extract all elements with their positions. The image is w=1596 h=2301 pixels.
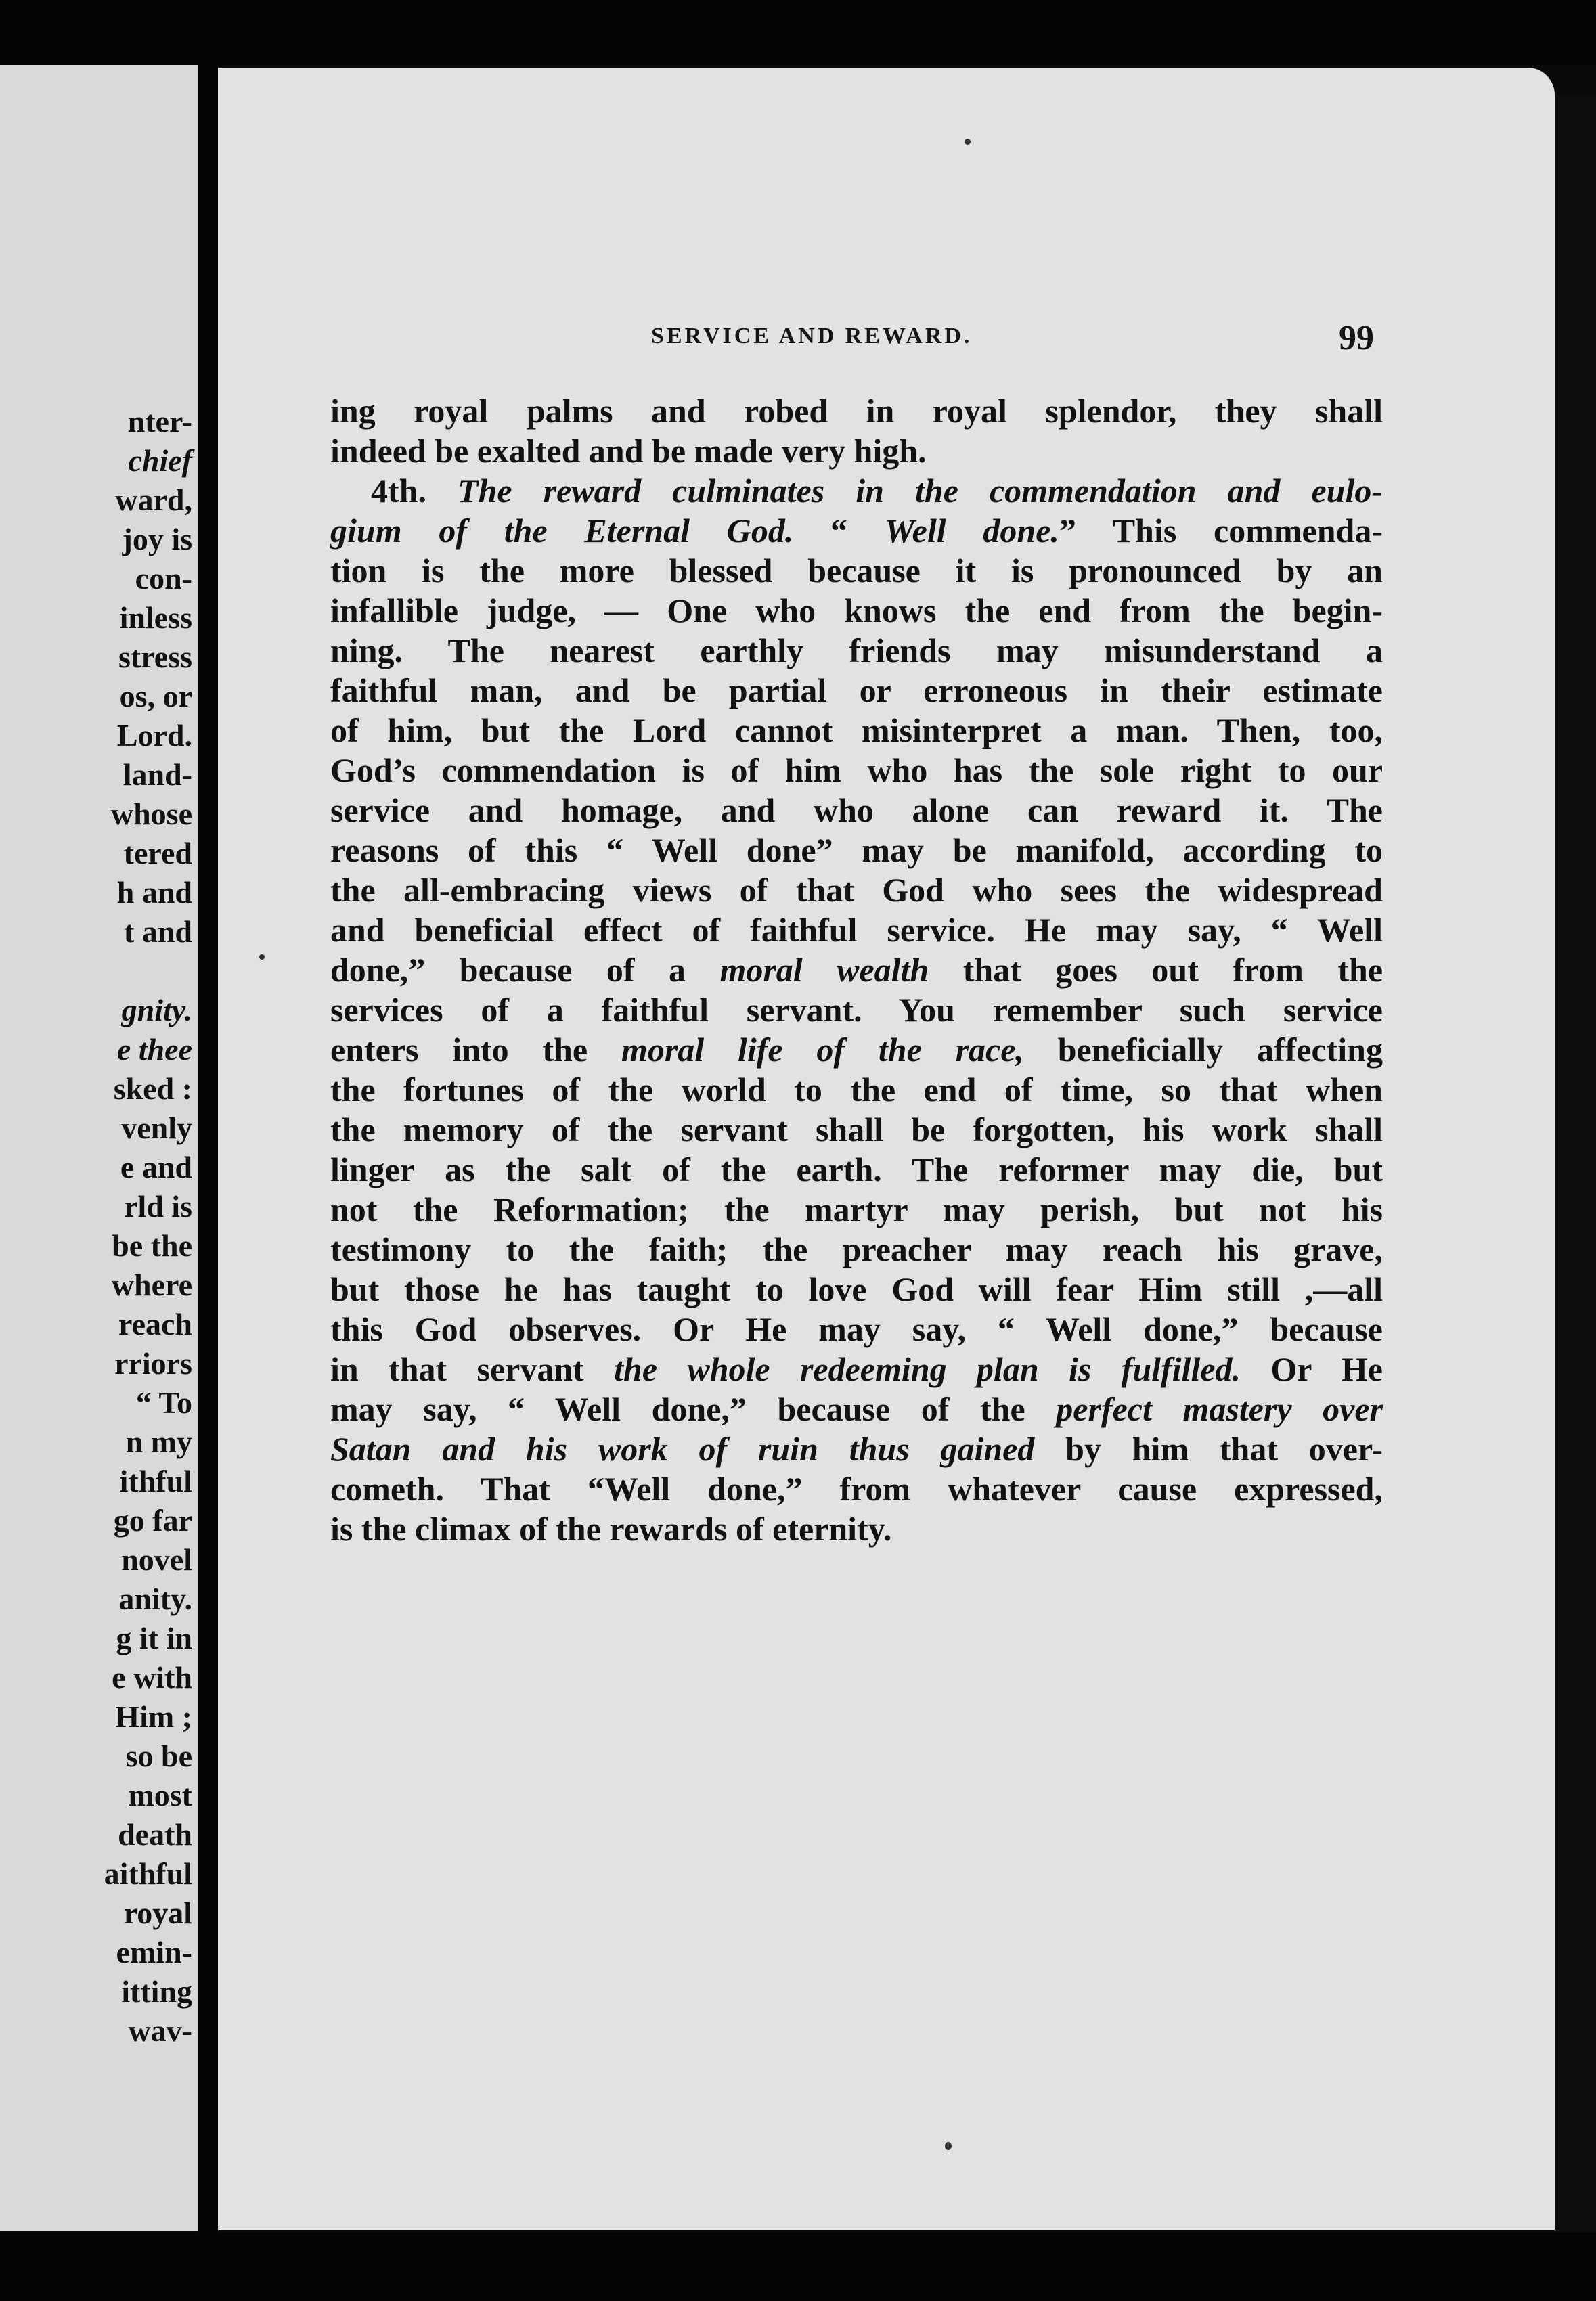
film-border-top — [0, 0, 1596, 65]
text-line — [330, 1349, 1383, 1389]
paper-speck — [259, 954, 265, 960]
text-line — [330, 431, 1383, 471]
facing-page-line: “ To — [135, 1385, 192, 1420]
facing-page-line: where — [111, 1268, 192, 1302]
text-line — [330, 1190, 1383, 1230]
text-line — [330, 471, 1383, 511]
facing-page-line: be the — [112, 1228, 192, 1263]
text-segment: Or He — [1241, 1350, 1383, 1388]
text-line — [330, 1509, 1383, 1549]
italic-text: moral life of the race, — [621, 1031, 1024, 1069]
facing-page-line: joy is — [122, 522, 192, 556]
italic-text: moral wealth — [719, 951, 929, 989]
paper-speck — [945, 2142, 952, 2150]
text-segment: this God observes. Or He may say, “ Well done,” because — [330, 1310, 1383, 1348]
text-segment: may say, “ Well done,” because of the — [330, 1390, 1057, 1428]
text-line — [330, 1110, 1383, 1150]
facing-page-line: n my — [125, 1425, 192, 1459]
facing-page-line: g it in — [116, 1621, 192, 1655]
text-line — [330, 1150, 1383, 1190]
text-line — [330, 511, 1383, 551]
facing-page-line — [0, 952, 192, 991]
text-segment: of him, but the Lord cannot misinterpret a man. Then, too, — [330, 711, 1383, 749]
film-border-bottom — [0, 2232, 1596, 2301]
facing-page-text — [0, 402, 192, 2051]
italic-text: perfect mastery over — [1056, 1390, 1383, 1428]
facing-page-line: emin- — [116, 1935, 192, 1969]
facing-page-line: wav- — [128, 2013, 192, 2048]
facing-page-line: Him ; — [115, 1699, 192, 1734]
text-segment: testimony to the faith; the preacher may reach his grave, — [330, 1230, 1383, 1268]
text-line — [330, 1230, 1383, 1270]
body-text — [330, 391, 1383, 1549]
text-segment: enters into the — [330, 1031, 621, 1069]
facing-page-line: whose — [110, 797, 192, 831]
facing-page-line: aithful — [104, 1856, 192, 1891]
text-line — [330, 391, 1383, 431]
facing-page-line: ithful — [119, 1464, 192, 1498]
text-line — [330, 1429, 1383, 1469]
facing-page-line: tered — [123, 836, 192, 870]
text-segment: services of a faithful servant. You remember such service — [330, 991, 1383, 1029]
text-segment: done,” because of a — [330, 951, 720, 989]
running-head: SERVICE AND REWARD. — [651, 323, 973, 349]
facing-page-line: rld is — [124, 1189, 192, 1224]
text-line — [330, 1070, 1383, 1110]
facing-page-line: so be — [125, 1739, 192, 1773]
facing-page-line: death — [118, 1817, 192, 1852]
text-segment: service and homage, and who alone can reward it. The — [330, 791, 1383, 829]
text-segment: beneficially affecting — [1023, 1031, 1383, 1069]
text-line — [330, 591, 1383, 631]
text-segment: the memory of the servant shall be forgotten, his work shall — [330, 1111, 1383, 1148]
page-number: 99 — [1339, 319, 1374, 357]
text-line — [330, 551, 1383, 591]
text-segment: God’s commendation is of him who has the sole right to our — [330, 751, 1383, 789]
text-segment: by him that over- — [1034, 1430, 1383, 1468]
facing-page-line: stress — [118, 640, 192, 674]
text-segment: indeed be exalted and be made very high. — [330, 432, 927, 470]
page-header — [433, 318, 1374, 359]
text-segment: the fortunes of the world to the end of time, so that when — [330, 1071, 1383, 1109]
italic-text: Well done. — [884, 512, 1059, 550]
facing-page-line: con- — [135, 561, 192, 596]
facing-page-line: anity. — [118, 1582, 192, 1616]
text-segment: linger as the salt of the earth. The reformer may die, but — [330, 1150, 1383, 1188]
text-line — [330, 1310, 1383, 1349]
facing-page-line: e thee — [116, 1032, 192, 1067]
text-segment: 4th. — [371, 472, 458, 510]
facing-page-line: h and — [116, 875, 192, 910]
text-line — [330, 631, 1383, 671]
paper-speck — [965, 139, 971, 145]
text-line — [330, 950, 1383, 990]
facing-page-line: go far — [113, 1503, 192, 1538]
text-line — [330, 870, 1383, 910]
facing-page-line: reach — [118, 1307, 192, 1341]
facing-page-line: sked : — [113, 1071, 192, 1106]
text-segment: infallible judge, — One who knows the end from the begin- — [330, 591, 1383, 629]
text-segment: that goes out from the — [929, 951, 1383, 989]
text-segment: and beneficial effect of faithful service. He may say, “ Well — [330, 911, 1383, 949]
text-segment: ning. The nearest earthly friends may misunderstand a — [330, 631, 1383, 669]
text-segment: the all-embracing views of that God who sees the widespread — [330, 871, 1383, 909]
text-line — [330, 711, 1383, 751]
text-segment: reasons of this “ Well done” may be manifold, according to — [330, 831, 1383, 869]
text-line — [330, 1030, 1383, 1070]
text-line — [330, 751, 1383, 790]
italic-text: The reward culminates in the commendation and eulo- — [458, 472, 1383, 510]
facing-page-line: inless — [119, 600, 192, 635]
facing-page-line: novel — [121, 1542, 192, 1577]
text-segment: but those he has taught to love God will fear Him still ,—all — [330, 1270, 1383, 1308]
facing-page-line: ward, — [115, 483, 192, 517]
text-segment: tion is the more blessed because it is pronounced by an — [330, 552, 1383, 589]
text-line — [330, 910, 1383, 950]
text-segment: “ — [793, 512, 885, 550]
facing-page-line: nter- — [127, 404, 192, 439]
facing-page-fragment — [0, 65, 198, 2231]
italic-text: gium of the Eternal God. — [330, 512, 794, 550]
page-edge-shadow — [1555, 95, 1596, 2233]
facing-page-line: royal — [123, 1896, 192, 1930]
text-line — [330, 790, 1383, 830]
book-gutter — [198, 65, 218, 2237]
italic-text: the whole redeeming plan is fulfilled. — [614, 1350, 1241, 1388]
text-segment: is the climax of the rewards of eternity. — [330, 1510, 892, 1548]
text-segment: ” This commenda- — [1059, 512, 1383, 550]
text-segment: faithful man, and be partial or erroneous in their estimate — [330, 671, 1383, 709]
facing-page-line: t and — [124, 914, 192, 949]
facing-page-line: land- — [123, 757, 192, 792]
italic-text: Satan and his work of ruin thus gained — [330, 1430, 1035, 1468]
text-segment: in that servant — [330, 1350, 615, 1388]
facing-page-line: Lord. — [116, 718, 192, 753]
text-segment: not the Reformation; the martyr may perish, but not his — [330, 1190, 1383, 1228]
facing-page-line: e with — [112, 1660, 192, 1695]
text-line — [330, 671, 1383, 711]
facing-page-line: most — [128, 1778, 192, 1812]
facing-page-line: os, or — [119, 679, 192, 713]
facing-page-line: itting — [121, 1974, 192, 2009]
facing-page-line: venly — [121, 1111, 192, 1145]
facing-page-line: e and — [120, 1150, 192, 1184]
text-line — [330, 990, 1383, 1030]
facing-page-line: gnity. — [121, 993, 192, 1027]
facing-page-line: chief — [128, 443, 192, 478]
text-line — [330, 1389, 1383, 1429]
text-line — [330, 1469, 1383, 1509]
text-line — [330, 830, 1383, 870]
facing-page-line: rriors — [114, 1346, 192, 1381]
text-segment: ing royal palms and robed in royal splendor, they shall — [330, 392, 1383, 430]
text-segment: cometh. That “Well done,” from whatever cause expressed, — [330, 1470, 1383, 1508]
text-line — [330, 1270, 1383, 1310]
